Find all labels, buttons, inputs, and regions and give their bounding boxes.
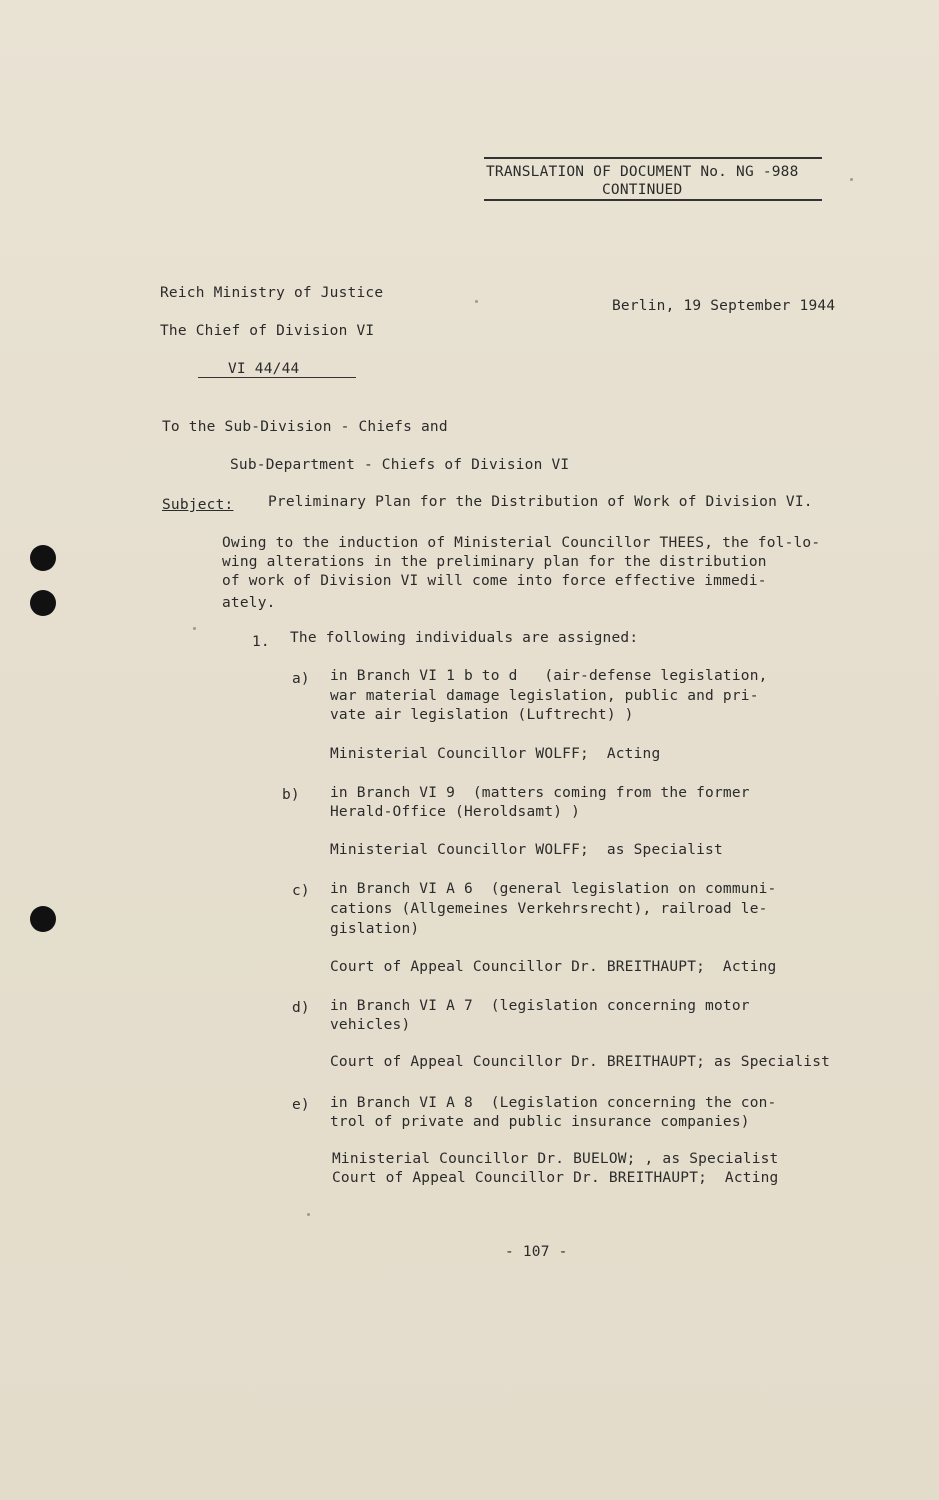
dateline: Berlin, 19 September 1944 — [612, 298, 836, 314]
item-e-assignment-2: Court of Appeal Councillor Dr. BREITHAUPT; Acting — [332, 1170, 779, 1186]
item-a-line-1: in Branch VI 1 b to d (air-defense legislation, — [330, 668, 768, 684]
intro-line-1: Owing to the induction of Ministerial Councillor THEES, the fol-lo- — [222, 535, 821, 551]
header-bottom-rule — [484, 199, 822, 201]
ministry-name: Reich Ministry of Justice — [160, 285, 384, 301]
reference-number: VI 44/44 — [228, 361, 300, 377]
intro-line-2: wing alterations in the preliminary plan for the distribution — [222, 554, 767, 570]
item-d-marker: d) — [292, 1000, 310, 1016]
page-number: - 107 - — [505, 1244, 568, 1260]
item-b-line-1: in Branch VI 9 (matters coming from the former — [330, 785, 750, 801]
item-d-assignment: Court of Appeal Councillor Dr. BREITHAUPT; as Specialist — [330, 1054, 831, 1070]
item-b-assignment: Ministerial Councillor WOLFF; as Specialist — [330, 842, 723, 858]
point-1-text: The following individuals are assigned: — [290, 630, 639, 646]
header-top-rule — [484, 157, 822, 159]
item-c-line-3: gislation) — [330, 921, 420, 937]
addressee-line-1: To the Sub-Division - Chiefs and — [162, 419, 448, 435]
item-a-assignment: Ministerial Councillor WOLFF; Acting — [330, 746, 661, 762]
item-a-line-3: vate air legislation (Luftrecht) ) — [330, 707, 634, 723]
addressee-line-2: Sub-Department - Chiefs of Division VI — [230, 457, 570, 473]
item-c-line-2: cations (Allgemeines Verkehrsrecht), railroad le- — [330, 901, 768, 917]
continued-label: CONTINUED — [602, 182, 683, 198]
item-a-marker: a) — [292, 671, 310, 687]
paper-speck — [307, 1213, 310, 1216]
item-e-line-1: in Branch VI A 8 (Legislation concerning the con- — [330, 1095, 777, 1111]
division-chief: The Chief of Division VI — [160, 323, 375, 339]
item-d-line-2: vehicles) — [330, 1017, 411, 1033]
item-b-line-2: Herald-Office (Heroldsamt) ) — [330, 804, 581, 820]
item-c-marker: c) — [292, 883, 310, 899]
item-b-marker: b) — [282, 787, 300, 803]
item-c-assignment: Court of Appeal Councillor Dr. BREITHAUPT; Acting — [330, 959, 777, 975]
reference-underline — [198, 377, 356, 378]
intro-line-3: of work of Division VI will come into force effective immedi- — [222, 573, 767, 589]
point-1-number: 1. — [252, 634, 270, 650]
item-d-line-1: in Branch VI A 7 (legislation concerning motor — [330, 998, 750, 1014]
subject-text: Preliminary Plan for the Distribution of Work of Division VI. — [268, 494, 813, 510]
punch-hole-top — [30, 545, 56, 571]
item-e-line-2: trol of private and public insurance companies) — [330, 1114, 750, 1130]
paper-speck — [850, 178, 853, 181]
item-c-line-1: in Branch VI A 6 (general legislation on communi- — [330, 881, 777, 897]
item-e-assignment-1: Ministerial Councillor Dr. BUELOW; , as Specialist — [332, 1151, 779, 1167]
intro-line-4: ately. — [222, 595, 276, 611]
item-e-marker: e) — [292, 1097, 310, 1113]
punch-hole-bottom — [30, 906, 56, 932]
translation-heading: TRANSLATION OF DOCUMENT No. NG -988 — [486, 164, 799, 180]
subject-label: Subject: — [162, 497, 234, 513]
punch-hole-middle — [30, 590, 56, 616]
item-a-line-2: war material damage legislation, public and pri- — [330, 688, 759, 704]
paper-speck — [475, 300, 478, 303]
paper-speck — [193, 627, 196, 630]
